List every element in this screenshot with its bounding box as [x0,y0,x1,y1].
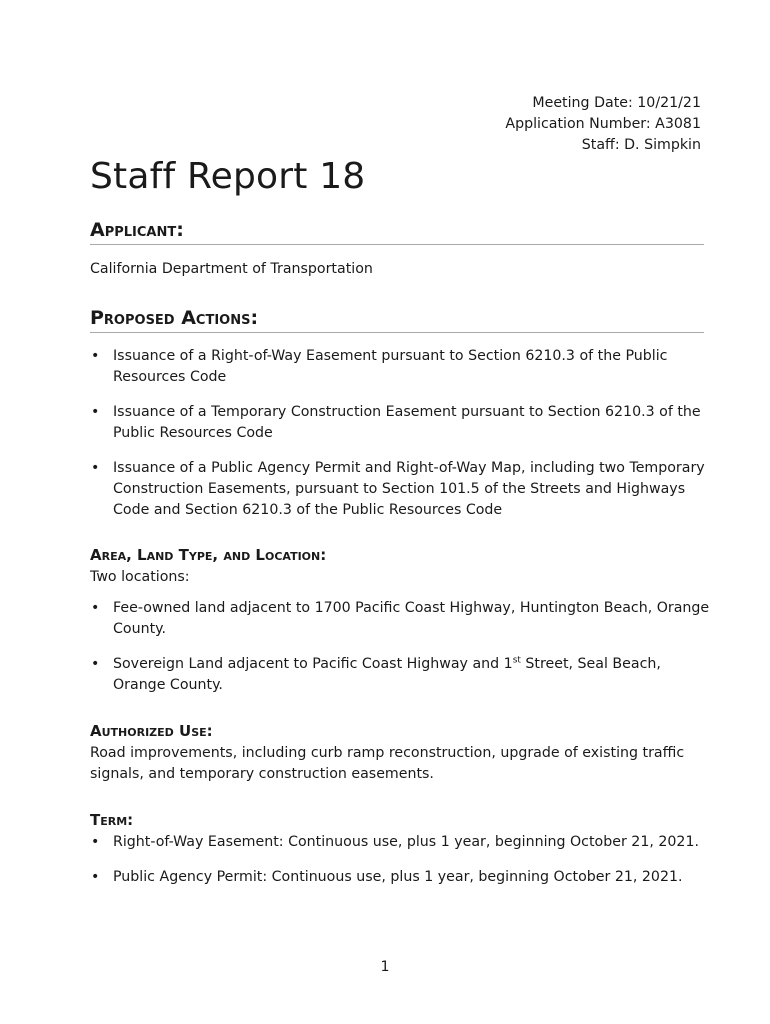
list-item: • Sovereign Land adjacent to Pacific Coast Highway and 1st Street, Seal Beach, Orange County. [91,655,661,693]
authorized-use-text: Road improvements, including curb ramp reconstruction, upgrade of existing traffic signals, and temporary construction easements. [90,745,685,782]
list-item: • Right-of-Way Easement: Continuous use, plus 1 year, beginning October 21, 2021. [90,832,710,853]
application-number: Application Number: A3081 [505,116,701,132]
report-title: Staff Report 18 [90,156,366,197]
list-item: • Public Agency Permit: Continuous use, plus 1 year, beginning October 21, 2021. [90,867,710,888]
meeting-info [505,93,701,156]
bullet-icon: • [91,834,100,850]
area-heading: Area, Land Type, and Location: [90,546,327,564]
bullet-icon: • [91,404,100,420]
staff-name: Staff: D. Simpkin [581,137,701,153]
list-item: • Fee-owned land adjacent to 1700 Pacific Coast Highway, Huntington Beach, Orange County. [91,600,710,637]
area-intro: Two locations: [90,569,190,585]
term-list [90,832,710,902]
proposed-actions-heading: Proposed Actions: [90,306,704,333]
term-heading: Term: [90,811,134,829]
area-list [90,598,710,710]
list-item: • Issuance of a Right-of-Way Easement pursuant to Section 6210.3 of the Public Resources Code [91,348,668,385]
proposed-actions-list [90,346,710,535]
list-item: • Issuance of a Temporary Construction Easement pursuant to Section 6210.3 of the Public Resources Code [91,404,701,441]
bullet-icon: • [91,348,100,364]
applicant-heading: Applicant: [90,218,704,245]
authorized-use-heading: Authorized Use: [90,722,213,740]
bullet-icon: • [91,869,100,885]
bullet-icon: • [91,600,100,616]
page-number: 1 [380,959,390,975]
meeting-date: Meeting Date: 10/21/21 [532,95,701,111]
bullet-icon: • [91,656,100,672]
applicant-text: California Department of Transportation [90,261,373,277]
list-item: • Issuance of a Public Agency Permit and Right-of-Way Map, including two Temporary Construction Easements, pursuant to Section 101.5 of the Streets and Highways Code and Section 6210.3 of the Public Resources Code [91,460,705,518]
bullet-icon: • [91,460,100,476]
